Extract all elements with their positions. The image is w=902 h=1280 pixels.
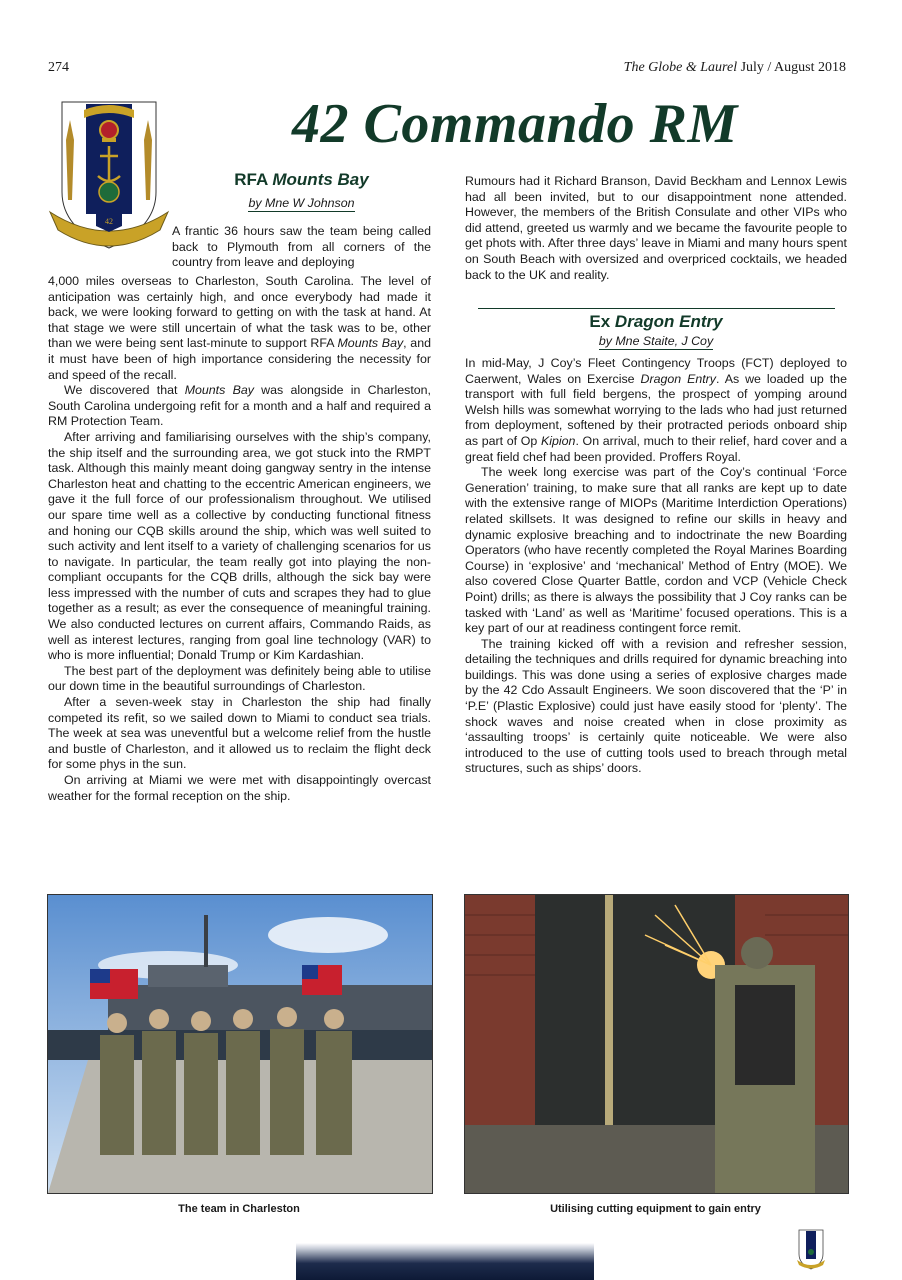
article2-paragraph-3: The training kicked off with a revision and refresher session, detailing the techniques and drills required for dynamic breaching into buildings. This was done using a series of explosive charges made by the 42 Cdo Assault Engineers. We soon discovered that the ‘P’ in ‘P.E’ (Plastic Explosive) could just have easily stood for ‘plenty’. The shock waves and noise created when in close proximity as ‘assaulting troops’ is certainly quite noticeable. We were also introduced to the use of cutting tools used to breach through metal structures, such as ships’ doors. [465,636,847,776]
article2-title [465,312,847,332]
article1-paragraph-1: 4,000 miles overseas to Charleston, South Carolina. The level of anticipation was certainly high, and once everybody had made it back, we were looking forward to getting on with the task at hand. At that stage we were still uncertain of what the task was to be, other than we were being sent last-minute to support RFA Mounts Bay, and it must have been of high importance considering the necessity for and speed of the recall. [48,274,431,382]
issue-date: July / August 2018 [740,60,846,75]
team-photo [47,894,433,1194]
article2-paragraph-2: The week long exercise was part of the Coy’s continual ‘Force Generation’ training, to make sure that all ranks are kept up to date with the extensive range of MIOPs (Maritime Interdiction Operations) related skillsets. It was designed to refine our skills in heavy and dynamic explosive breaching and to indoctrinate the new Boarding Operators (who have recently completed the Royal Marines Boarding Course) in ‘explosive’ and ‘mechanical’ Method of Entry (MOE). We also covered Close Quarter Battle, cordon and VCP (Vehicle Check Point) drills; as there is always the possibility that J Coy ranks can be tasked with ‘Land’ as well as ‘Maritime’ focused operations. This is a key part of our at readiness contingent force remit. [465,465,847,636]
footer-bar [296,1243,594,1280]
article2-title-prefix: Ex [589,312,615,331]
breaching-photo-caption: Utilising cutting equipment to gain entry [550,1203,761,1215]
page-title: 42 Commando RM [292,93,738,155]
article1-title-prefix: RFA [234,170,273,189]
article2-body [465,356,847,777]
article1-paragraph-6: On arriving at Miami we were met with disappointingly overcast weather for the formal reception on the ship. [48,773,431,803]
section-divider [478,308,835,309]
publication-name: The Globe & Laurel [623,60,738,75]
article1-byline [172,196,431,210]
running-header [624,60,846,76]
article2-title-italic: Dragon Entry [614,312,723,331]
crest-number: 42 [105,217,113,226]
column-2 [465,174,847,283]
article2-byline-text: by Mne Staite, J Coy [598,334,714,348]
article1-paragraph-7: Rumours had it Richard Branson, David Beckham and Lennox Lewis had all been invited, but to our disappointment none attended. However, the members of the British Consulate and other VIPs who did attend, greeted us warmly and we became the favourite people to get phots with. After three days’ leave in Miami and many hours spent on South Beach with oversized and overpriced cocktails, we headed back to the UK and reality. [465,174,847,282]
article1-heading [172,170,431,210]
article1-paragraph-3: After arriving and familiarising ourselves with the ship’s company, the ship itself and the surrounding area, we got stuck into the RMPT task. Although this mainly meant doing gangway sentry in the intense Charleston heat and chatting to the eccentric American engineers, we gave it the full force of our professionalism throughout. We utilised our spare time well as a collective by conducting functional fitness and honing our CQB skills around the ship, which was well suited to such activity and lent itself to a variety of challenging scenarios for us to navigate. In particular, the team really got into playing the non-compliant occupants for the CQB drills, although the sick bay were less impressed with the number of cuts and scrapes they had to glue together as a result; as ever the consequence of meaningful training. We also conducted lectures on current affairs, Commando Raids, as well as interest lectures, ranging from goal line technology (VAR) to who is more influential; Donald Trump or Kim Kardashian. [48,429,431,663]
team-photo-caption: The team in Charleston [178,1203,300,1215]
article1-paragraph-5: After a seven-week stay in Charleston the ship had finally competed its refit, so we sailed down to Miami to conduct sea trials. The week at sea was uneventful but a welcome relief from the hustle and bustle of Charleston, and it allowed us to reclaim the flight deck for some phys in the sun. [48,695,431,772]
article1-intro: A frantic 36 hours saw the team being called back to Plymouth from all corners of the country from leave and deploying [172,224,431,270]
article1-title [172,170,431,190]
article1-paragraph-4: The best part of the deployment was definitely being able to utilise our down time in the beautiful surroundings of Charleston. [48,663,431,694]
article1-byline-text: by Mne W Johnson [248,196,355,210]
small-crest-icon [796,1228,826,1270]
breaching-photo [464,894,849,1194]
article2-heading [465,312,847,348]
article1-paragraph-2: We discovered that Mounts Bay was alongside in Charleston, South Carolina undergoing refit for a month and a half and required a RM Protection Team. [48,383,431,429]
team-photo-image [48,895,432,1193]
article2-byline [465,334,847,348]
commando-crest-icon [48,100,170,250]
breaching-photo-image [465,895,848,1193]
page-number: 274 [48,60,69,75]
article1-title-italic: Mounts Bay [272,170,369,189]
article1-body [48,274,431,804]
article2-paragraph-1: In mid-May, J Coy’s Fleet Contingency Troops (FCT) deployed to Caerwent, Wales on Exercise Dragon Entry. As we loaded up the transport with full field bergens, the prospect of yomping around Welsh hills was somewhat worrying to the lads who had just returned from deployment, softened by their protracted periods onboard ship as part of Op Kipion. On arrival, much to their relief, hard cover and a great field chef had been provided. Proffers Royal. [465,356,847,464]
